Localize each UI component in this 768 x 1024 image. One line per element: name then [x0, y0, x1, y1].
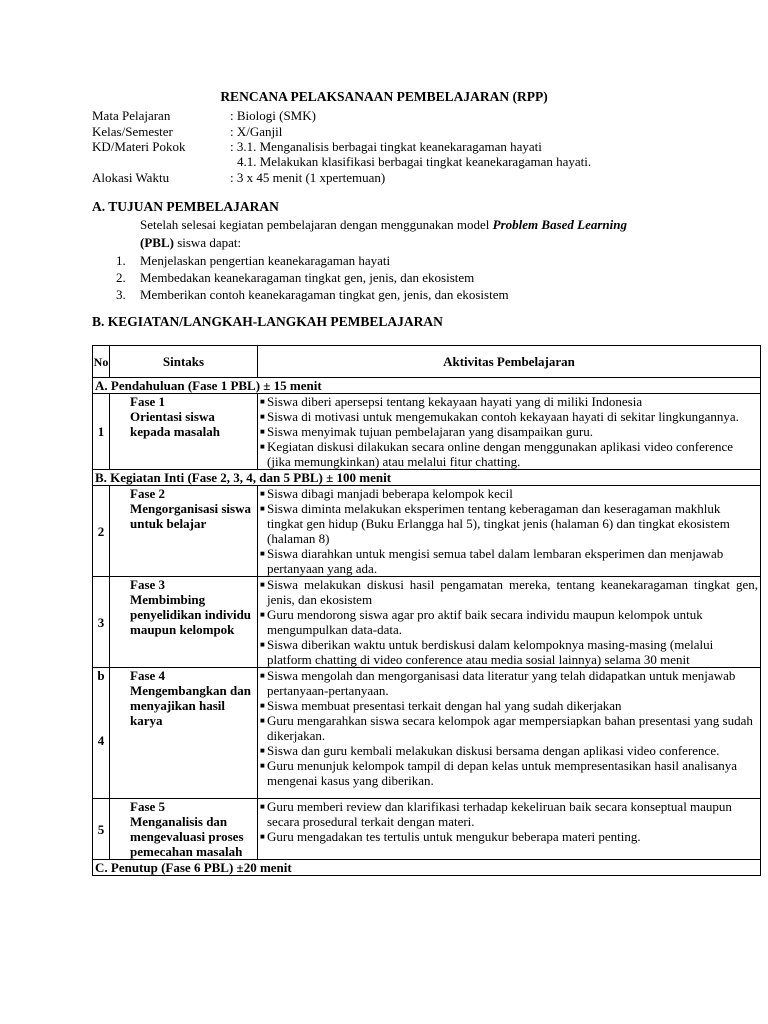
square-bullet-icon: ■: [260, 610, 265, 619]
row-number: 1: [93, 394, 110, 470]
info-label: Kelas/Semester: [92, 124, 173, 139]
square-bullet-icon: ■: [260, 640, 265, 649]
phase-name: Orientasi siswa kepada masalah: [130, 409, 220, 439]
section-b-heading: B. KEGIATAN/LANGKAH-LANGKAH PEMBELAJARAN: [92, 314, 443, 329]
info-alokasi-waktu: [92, 170, 385, 186]
sintaks-cell: [110, 799, 258, 860]
section-row-penutup: [93, 860, 761, 876]
activity-text: Siswa dibagi manjadi beberapa kelompok kecil: [267, 486, 513, 501]
header-no: No: [93, 346, 110, 378]
activities-cell: [258, 577, 761, 668]
info-value: : 3 x 45 menit (1 xpertemuan): [230, 170, 386, 185]
activities-cell: [258, 799, 761, 860]
table-row: [93, 394, 761, 470]
intro-post: siswa dapat:: [173, 235, 242, 250]
section-row-kegiatan-inti: [93, 470, 761, 486]
list-item: [260, 829, 758, 844]
table-row: [93, 577, 761, 668]
activity-text: Siswa di motivasi untuk mengemukakan contoh kekayaan hayati di sekitar lingkungannya.: [267, 409, 739, 424]
activities-cell: [258, 668, 761, 799]
phase-label: Fase 3: [130, 577, 166, 592]
list-item: [92, 286, 509, 303]
list-item: [260, 607, 758, 637]
list-item: [260, 546, 758, 576]
header-aktivitas: Aktivitas Pembelajaran: [258, 346, 761, 378]
row-number: 2: [93, 486, 110, 577]
info-kd-continuation: 4.1. Melakukan klasifikasi berbagai tingkat keanekaragaman hayati.: [237, 154, 592, 169]
list-item: [260, 394, 758, 409]
section-label: B. Kegiatan Inti (Fase 2, 3, 4, dan 5 PBL) ± 100 menit: [93, 470, 761, 486]
list-item: [260, 743, 758, 758]
list-item: [260, 424, 758, 439]
row-number-top: b: [97, 668, 105, 683]
square-bullet-icon: ■: [260, 427, 265, 436]
activity-text: Guru mengarahkan siswa secara kelompok agar mempersiapkan bahan presentasi yang sudah dikerjakan.: [267, 713, 753, 743]
list-text: Menjelaskan pengertian keanekaragaman hayati: [140, 253, 391, 268]
list-item: [260, 409, 758, 424]
info-value: : Biologi (SMK): [230, 108, 316, 123]
activity-text: Guru memberi review dan klarifikasi terhadap kekeliruan baik secara konseptual maupun secara prosedural terkait dengan materi.: [267, 799, 732, 829]
square-bullet-icon: ■: [260, 832, 265, 841]
phase-label: Fase 4: [130, 668, 166, 683]
sintaks-cell: [110, 394, 258, 470]
activities-cell: [258, 394, 761, 470]
list-item: [260, 668, 758, 698]
list-item: [260, 698, 758, 713]
activity-text: Siswa mengolah dan mengorganisasi data literatur yang telah didapatkan untuk menjawab pertanyaan-pertanyaan.: [267, 668, 736, 698]
list-item: [260, 713, 758, 743]
list-item: [260, 486, 758, 501]
info-value: : 3.1. Menganalisis berbagai tingkat keanekaragaman hayati: [230, 139, 542, 154]
activity-text: Siswa diminta melakukan eksperimen tentang keberagaman dan keseragaman makhluk tingkat gen hidup (Buku Erlangga hal 5), tingkat jenis (halaman 6) dan tingkat ekosistem (halaman 8): [267, 501, 730, 546]
intro-abbr: (PBL): [140, 235, 174, 250]
activity-text: Siswa diberi apersepsi tentang kekayaan hayati yang di miliki Indonesia: [267, 394, 643, 409]
square-bullet-icon: ■: [260, 761, 265, 770]
activity-text: Guru menunjuk kelompok tampil di depan kelas untuk mempresentasikan hasil analisanya mengenai kasus yang diberikan.: [267, 758, 738, 788]
list-number: 2.: [116, 270, 126, 285]
square-bullet-icon: ■: [260, 746, 265, 755]
activity-text: Siswa diberikan waktu untuk berdiskusi dalam kelompoknya masing-masing (melalui platform chatting di video conference atau media sosial lainnya) selama 30 menit: [267, 637, 714, 667]
section-label: C. Penutup (Fase 6 PBL) ±20 menit: [93, 860, 761, 876]
activity-text: Kegiatan diskusi dilakukan secara online dengan menggunakan aplikasi video conference (jika memungkinkan) atau melalui fitur chatting.: [267, 439, 734, 469]
sintaks-cell: [110, 577, 258, 668]
square-bullet-icon: ■: [260, 549, 265, 558]
intro-pre: Setelah selesai kegiatan pembelajaran dengan menggunakan model: [140, 217, 493, 232]
list-text: Memberikan contoh keanekaragaman tingkat gen, jenis, dan ekosistem: [140, 287, 509, 302]
phase-name: Mengorganisasi siswa untuk belajar: [130, 501, 251, 531]
list-item: [260, 758, 758, 788]
sintaks-cell: [110, 668, 258, 799]
activity-text: Siswa membuat presentasi terkait dengan hal yang sudah dikerjakan: [267, 698, 622, 713]
square-bullet-icon: ■: [260, 412, 265, 421]
phase-label: Fase 2: [130, 486, 166, 501]
square-bullet-icon: ■: [260, 580, 265, 589]
phase-label: Fase 5: [130, 799, 166, 814]
document-title: RENCANA PELAKSANAAN PEMBELAJARAN (RPP): [220, 89, 548, 104]
activities-table: [92, 345, 761, 876]
square-bullet-icon: ■: [260, 701, 265, 710]
list-text: Membedakan keanekaragaman tingkat gen, jenis, dan ekosistem: [140, 270, 475, 285]
phase-name: Mengembangkan dan menyajikan hasil karya: [130, 683, 251, 728]
activity-text: Siswa melakukan diskusi hasil pengamatan mereka, tentang keanekaragaman tingkat gen, jenis, dan ekosistem: [267, 577, 758, 607]
square-bullet-icon: ■: [260, 504, 265, 513]
info-value: : X/Ganjil: [230, 124, 283, 139]
table-row: [93, 668, 761, 799]
intro-model: Problem Based Learning: [492, 217, 628, 232]
activity-text: Guru mendorong siswa agar pro aktif baik secara individu maupun kelompok untuk mengumpulkan data-data.: [267, 607, 703, 637]
info-label: Mata Pelajaran: [92, 108, 171, 123]
square-bullet-icon: ■: [260, 397, 265, 406]
section-a-intro: [140, 216, 700, 252]
phase-label: Fase 1: [130, 394, 166, 409]
square-bullet-icon: ■: [260, 716, 265, 725]
square-bullet-icon: ■: [260, 442, 265, 451]
sintaks-cell: [110, 486, 258, 577]
activity-text: Guru mengadakan tes tertulis untuk mengukur beberapa materi penting.: [267, 829, 641, 844]
activity-text: Siswa diarahkan untuk mengisi semua tabel dalam lembaran eksperimen dan menjawab pertanyaan yang ada.: [267, 546, 724, 576]
list-item: [260, 637, 758, 667]
info-label: KD/Materi Pokok: [92, 139, 186, 154]
list-item: [260, 439, 758, 469]
row-number-cell: [93, 668, 110, 799]
activities-cell: [258, 486, 761, 577]
list-item: [92, 252, 509, 269]
list-item: [260, 501, 758, 546]
row-number: 4: [97, 733, 105, 748]
row-number-stack: [93, 668, 109, 798]
table-row: [93, 486, 761, 577]
activity-text: Siswa dan guru kembali melakukan diskusi bersama dengan aplikasi video conference.: [267, 743, 720, 758]
section-label: A. Pendahuluan (Fase 1 PBL) ± 15 menit: [93, 378, 761, 394]
phase-name: Membimbing penyelidikan individu maupun kelompok: [130, 592, 252, 637]
info-mata-pelajaran: [92, 108, 316, 124]
info-label: Alokasi Waktu: [92, 170, 170, 185]
square-bullet-icon: ■: [260, 802, 265, 811]
square-bullet-icon: ■: [260, 671, 265, 680]
learning-goals-list: [92, 252, 509, 303]
section-row-pendahuluan: [93, 378, 761, 394]
activity-text: Siswa menyimak tujuan pembelajaran yang disampaikan guru.: [267, 424, 593, 439]
table-header-row: [93, 346, 761, 378]
info-kelas-semester: [92, 124, 282, 140]
header-sintaks: Sintaks: [110, 346, 258, 378]
phase-name: Menganalisis dan mengevaluasi proses pemecahan masalah: [130, 814, 244, 859]
square-bullet-icon: ■: [260, 489, 265, 498]
list-number: 1.: [116, 253, 126, 268]
list-item: [260, 799, 758, 829]
row-number: 3: [93, 577, 110, 668]
list-item: [260, 577, 758, 607]
row-number: 5: [93, 799, 110, 860]
list-number: 3.: [116, 287, 126, 302]
table-row: [93, 799, 761, 860]
list-item: [92, 269, 509, 286]
section-a-heading: A. TUJUAN PEMBELAJARAN: [92, 199, 279, 214]
info-kd-materi: [92, 139, 542, 155]
